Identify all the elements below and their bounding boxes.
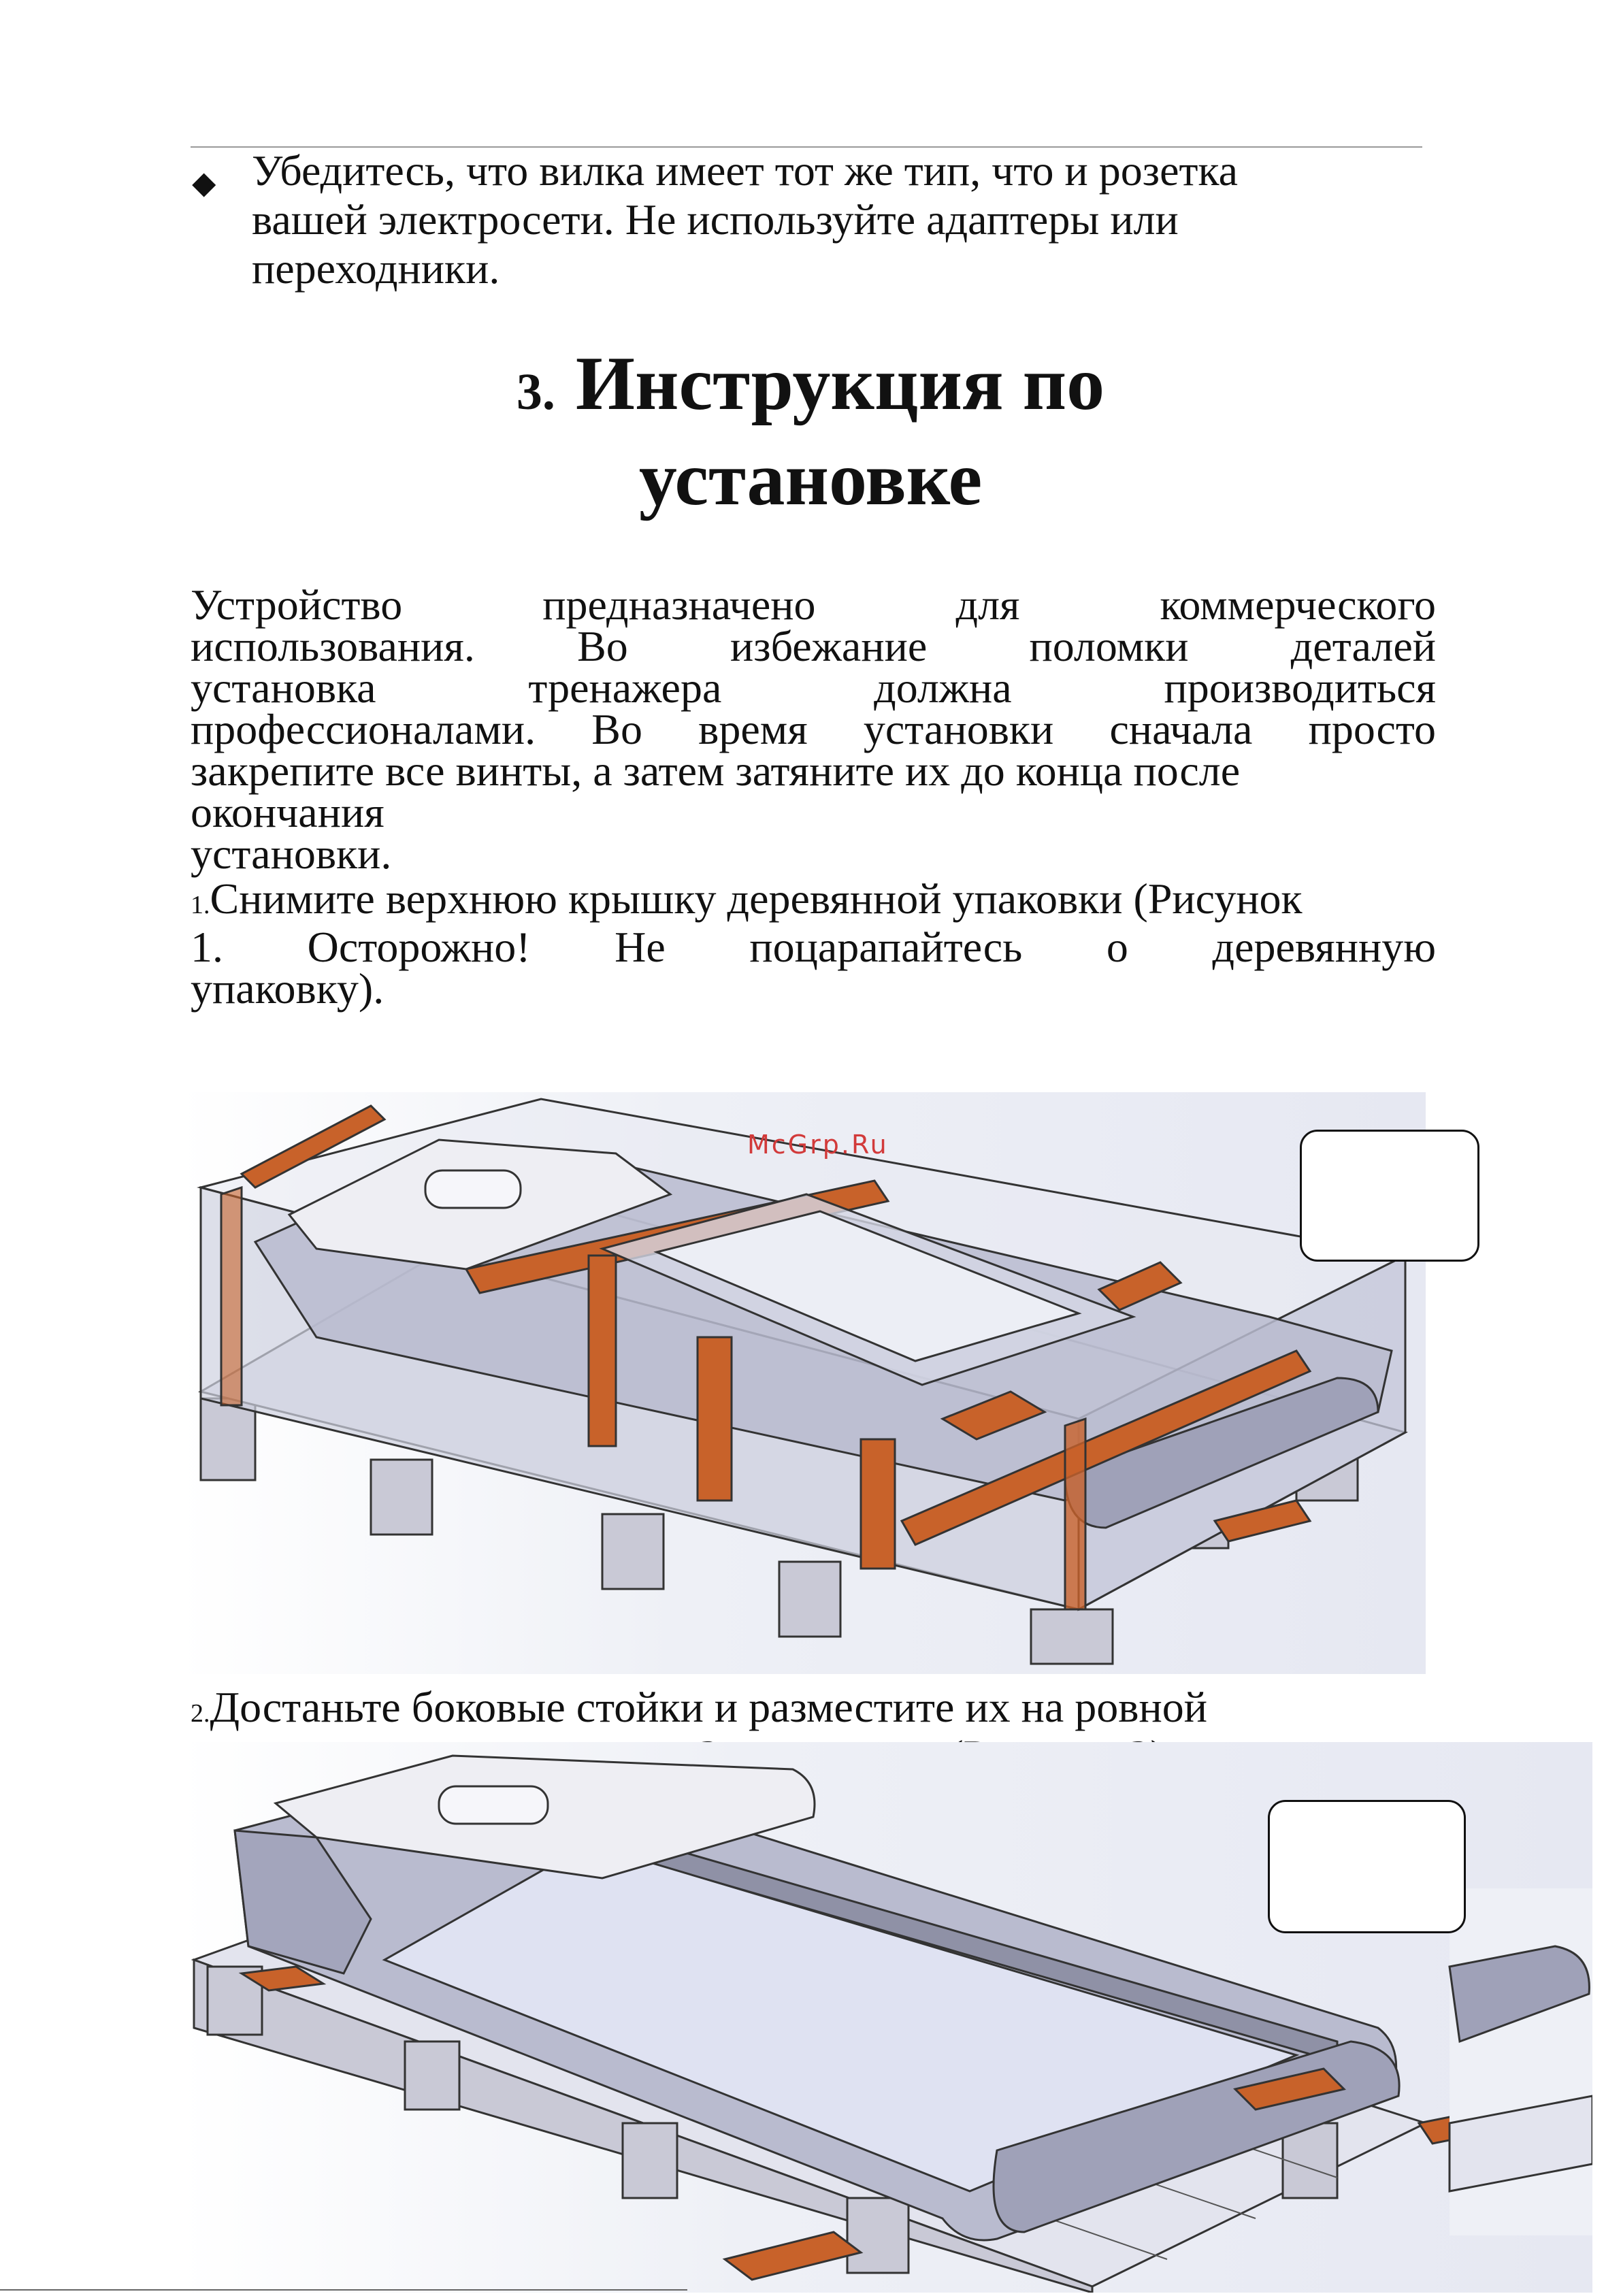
intro-line: окончания bbox=[191, 788, 384, 836]
figure-2-treadmill-on-pallet bbox=[180, 1742, 1592, 2293]
footer-rule bbox=[0, 2289, 687, 2291]
intro-line: Устройство предназначено для коммерческого bbox=[191, 580, 1436, 629]
bullet-line: Убедитесь, что вилка имеет тот же тип, что и розетка bbox=[252, 146, 1238, 195]
section-title-line1: Инструкция по bbox=[575, 342, 1105, 426]
intro-paragraph bbox=[191, 580, 1436, 878]
section-heading bbox=[0, 340, 1621, 428]
figure-1-illustration bbox=[180, 1092, 1426, 1674]
intro-line: профессионалами. Во время установки сначала просто bbox=[191, 705, 1436, 753]
section-number: 3. bbox=[516, 363, 555, 421]
bullet-text bbox=[252, 146, 1436, 293]
step-1-number: 1. bbox=[191, 891, 210, 919]
intro-line: установки. bbox=[191, 830, 392, 878]
figure-1-crated-treadmill bbox=[180, 1092, 1426, 1674]
figure-2-label-box bbox=[1268, 1800, 1466, 1933]
step-1-line2: 1. Осторожно! Не поцарапайтесь о деревянную bbox=[191, 923, 1436, 971]
step-2-line1: 2.Достаньте боковые стойки и разместите их на ровной bbox=[191, 1683, 1207, 1731]
step-1-line1: 1.Снимите верхнюю крышку деревянной упаковки (Рисунок bbox=[191, 874, 1303, 923]
step-1-line3: упаковку). bbox=[191, 964, 384, 1013]
intro-line: использования. Во избежание поломки деталей bbox=[191, 622, 1436, 670]
figure-1-label-box bbox=[1300, 1130, 1479, 1262]
bullet-line: вашей электросети. Не используйте адаптеры или bbox=[252, 195, 1179, 244]
watermark-text: McGrp.Ru bbox=[747, 1130, 889, 1160]
diamond-bullet-icon: ◆ bbox=[192, 165, 216, 200]
intro-line: установка тренажера должна производиться bbox=[191, 663, 1436, 712]
bullet-line: переходники. bbox=[252, 244, 500, 293]
step-2-number: 2. bbox=[191, 1699, 210, 1728]
section-title-line2: установке bbox=[638, 437, 983, 521]
step-1 bbox=[191, 874, 1436, 1013]
intro-line: закрепите все винты, а затем затяните их до конца после bbox=[191, 747, 1241, 795]
